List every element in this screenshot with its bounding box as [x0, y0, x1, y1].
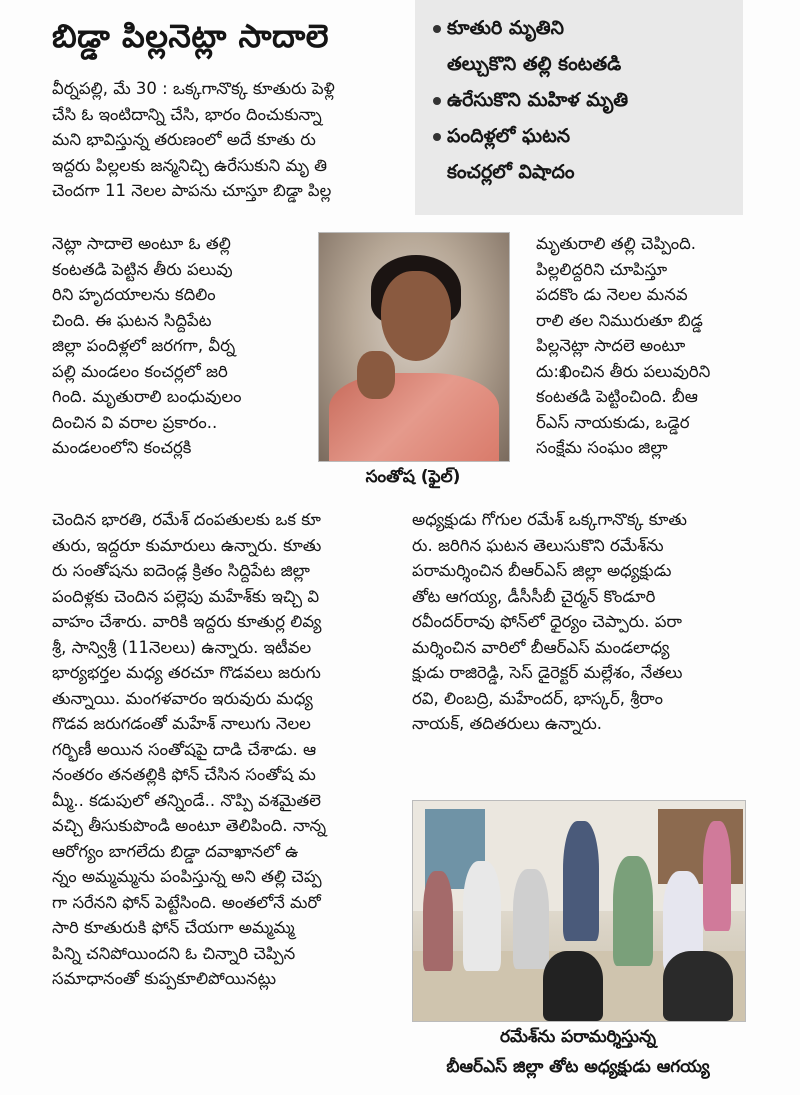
article-line: చెందిన భారతి, రమేశ్ దంపతులకు ఒక కూ — [52, 510, 321, 529]
article-line: చింది. ఈ ఘటన సిద్దిపేట — [52, 310, 212, 330]
portrait-photo — [318, 232, 510, 462]
bullet-icon — [433, 133, 441, 141]
caption-line: రమేశ్‌ను పరామర్శిస్తున్న — [499, 1027, 657, 1047]
article-line: మ్మీ.. కడుపులో తన్నిండే.. నొప్పి వశమైతలె — [52, 790, 321, 810]
article-line: పందిళ్లకు చెందిన పల్లెపు మహేశ్‌కు ఇచ్చి వి — [52, 586, 320, 606]
highlight-item — [433, 10, 731, 46]
highlights-box — [415, 0, 743, 215]
headline: బిడ్డా పిల్లనెట్లా సాదాలె — [52, 17, 329, 55]
person-figure — [513, 869, 549, 969]
article-line: నంతరం తనతల్లికి ఫోన్ చేసిన సంతోష మ — [52, 765, 316, 784]
article-line: రవి, లింబద్రి, మహేందర్, భాస్కర్, శ్రీరాం — [412, 688, 663, 708]
face-shape — [381, 271, 451, 361]
article-line: తురు, ఇద్దరూ కుమారులు ఉన్నారు. కూతు — [52, 535, 322, 555]
highlight-text: పందిళ్లలో ఘటన — [447, 125, 571, 147]
highlight-text: తల్చుకొని తల్లి కంటతడి — [447, 53, 622, 75]
person-figure — [613, 856, 653, 966]
article-line: గొడవ జరుగడంతో మహేశ్ నాలుగు నెలల — [52, 714, 311, 733]
article-line: నెట్లా సాదాలె అంటూ ఓ తల్లి — [52, 234, 231, 253]
highlight-item — [433, 154, 731, 190]
article-line: దించిన వి వరాల ప్రకారం.. — [52, 412, 218, 432]
bullet-icon — [433, 25, 441, 33]
article-line: సమాధానంతో కుప్పకూలిపోయినట్లు — [52, 969, 277, 988]
highlight-text: కంచర్లలో విషాదం — [447, 161, 575, 183]
bullet-icon — [433, 97, 441, 105]
article-line: పదకొం డు నెలల మనవ — [536, 285, 688, 304]
article-line: శ్రీ, సాన్విశ్రీ (11నెలలు) ఉన్నారు. ఇటీవల — [52, 637, 312, 657]
article-line: జిల్లా పందిళ్లలో జరగగా, వీర్న — [52, 336, 236, 355]
article-column-left-narrow — [52, 231, 310, 461]
article-line: మర్శించిన వారిలో బీఆర్ఎస్ మండలాధ్య — [412, 637, 670, 657]
article-line: పిన్ని చనిపోయిందని ఓ చిన్నారి చెప్పిన — [52, 943, 296, 963]
caption-line: బీఆర్ఎస్ జిల్లా తోట అధ్యక్షుడు ఆగయ్య — [446, 1057, 710, 1077]
person-figure — [703, 821, 731, 931]
article-line: గర్భిణీ అయిన సంతోషపై దాడి చేశాడు. ఆ — [52, 739, 317, 759]
article-line: ఇద్దరు పిల్లలకు జన్మనిచ్చి ఉరేసుకుని మృ తి — [52, 155, 328, 175]
highlight-item — [433, 82, 731, 118]
highlight-item — [433, 46, 731, 82]
article-line: నాయక్, తదితరులు ఉన్నారు. — [412, 714, 603, 733]
article-line: ర్ఎస్ నాయకుడు, ఒడ్డెర — [536, 412, 690, 432]
article-column-right-narrow — [536, 231, 743, 461]
person-figure — [463, 861, 501, 971]
person-figure — [423, 871, 453, 971]
article-line: చెందగా 11 నెలల పాపను చూస్తూ బిడ్డా పిల్ల — [52, 181, 332, 200]
article-line: పల్లి మండలం కంచర్లలో జరి — [52, 361, 228, 381]
person-figure — [563, 821, 599, 941]
article-line: అధ్యక్షుడు గోగుల రమేశ్ ఒక్కగానొక్క కూతు — [412, 510, 687, 529]
highlight-text: ఉరేసుకొని మహిళ మృతి — [447, 89, 629, 111]
person-figure — [663, 951, 733, 1021]
article-line: కంటతడి పెట్టించింది. బీఆ — [536, 387, 698, 406]
highlight-item — [433, 118, 731, 154]
article-line: న్నం అమ్మమ్మను పంపిస్తున్న అని తల్లి చెప్ప — [52, 867, 322, 886]
article-line: భార్యభర్తల మధ్య తరచూ గొడవలు జరుగు — [52, 663, 321, 682]
article-line: రవీందర్‌రావు ఫోన్‌లో ధైర్యం చెప్పారు. పరా — [412, 612, 682, 631]
article-line: మృతురాలి తల్లి చెప్పింది. — [536, 234, 697, 253]
person-figure — [543, 951, 603, 1021]
article-line: గా సరేనని ఫోన్ పెట్టేసింది. అంతలోనే మరో — [52, 892, 321, 912]
article-line: రాలి తల నిమురుతూ బిడ్డ — [536, 310, 703, 330]
article-line: కంటతడి పెట్టిన తీరు పలువు — [52, 259, 233, 279]
article-line: దు:ఖించిన తీరు పలువురిని — [536, 361, 711, 381]
article-column-left-top — [52, 76, 392, 204]
article-line: క్షుడు రాజిరెడ్డి, సెస్ డైరెక్టర్ మల్లేశం, నేతలు — [412, 663, 683, 682]
article-line: ఆరోగ్యం బాగలేదు బిడ్డా దవాఖానలో ఉ — [52, 841, 299, 861]
article-line: మని భావిస్తున్న తరుణంలో అదే కూతు రు — [52, 130, 316, 149]
article-line: సంక్షేమ సంఘం జిల్లా — [536, 438, 668, 457]
article-line: రు సంతోషను ఐదెండ్ల క్రితం సిద్దిపేట జిల్లా — [52, 561, 310, 580]
article-line: తోట ఆగయ్య, డీసీసీబీ చైర్మన్ కొండూరి — [412, 586, 656, 606]
article-line: చేసి ఓ ఇంటిదాన్ని చేసి, భారం దించుకున్నా — [52, 104, 322, 124]
article-column-right-wide — [412, 507, 744, 737]
article-line: పిల్లలిద్దరిని చూపిస్తూ — [536, 259, 668, 279]
hand-shape — [357, 351, 395, 399]
article-line: వాహం చేశారు. వారికి ఇద్దరు కూతుర్ల లివ్య — [52, 612, 322, 631]
article-line: తున్నాయి. మంగళవారం ఇరువురు మధ్య — [52, 688, 313, 708]
article-line: పిల్లనెట్లా సాదలె అంటూ — [536, 336, 686, 355]
article-line: రిని హృదయాలను కదిలిం — [52, 285, 216, 304]
article-column-left-bottom — [52, 507, 392, 992]
article-line: గింది. మృతురాలి బంధువులం — [52, 387, 242, 406]
article-line: సారి కూతురుకి ఫోన్ చేయగా అమ్మమ్మ — [52, 918, 295, 937]
article-line: మండలంలోని కంచర్లకి — [52, 438, 192, 457]
article-line: వీర్నపల్లి, మే 30 : ఒక్కగానొక్క కూతురు పెళ్లి — [52, 79, 335, 98]
article-line: పరామర్శించిన బీఆర్ఎస్ జిల్లా అధ్యక్షుడు — [412, 561, 672, 580]
article-line: వచ్చి తీసుకుపొండి అంటూ తెలిపింది. నాన్న — [52, 816, 327, 835]
article-line: రు. జరిగిన ఘటన తెలుసుకొని రమేశ్‌ను — [412, 535, 664, 555]
group-photo — [412, 800, 746, 1022]
group-photo-caption — [412, 1022, 744, 1082]
saree-shape — [329, 373, 499, 461]
highlight-text: కూతురి మృతిని — [447, 17, 565, 39]
portrait-caption: సంతోష (ఫైల్) — [365, 467, 461, 487]
